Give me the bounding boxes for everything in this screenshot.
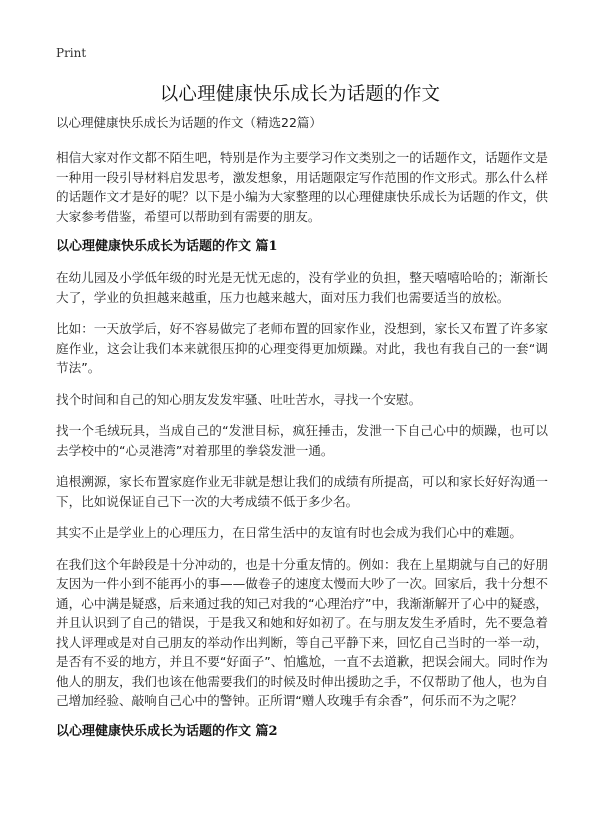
- paragraph: 找一个毛绒玩具，当成自己的“发泄目标，疯狂捶击，发泄一下自己心中的烦躁，也可以去学校中的“心灵港湾”对着那里的拳袋发泄一通。: [56, 423, 548, 458]
- intro-paragraph: 相信大家对作文都不陌生吧，特别是作为主要学习作文类别之一的话题作文，话题作文是一种用一段引导材料启发思考，激发想象，用话题限定写作范围的作文形式。那么什么样的话题作文才是好的呢？以下是小编为大家整理的以心理健康快乐成长为话题的作文，供大家参考借鉴，希望可以帮助到有需要的朋友。: [56, 150, 548, 224]
- paragraph: 其实不止是学业上的心理压力，在日常生活中的友谊有时也会成为我们心中的难题。: [56, 525, 522, 540]
- section-heading-1: 以心理健康快乐成长为话题的作文 篇1: [56, 239, 278, 254]
- print-link[interactable]: Print: [56, 46, 87, 60]
- paragraph: 比如：一天放学后，好不容易做完了老师布置的回家作业，没想到，家长又布置了许多家庭作业，这会让我们本来就很压抑的心理变得更加烦躁。对此，我也有我自己的一套“调节法”。: [56, 321, 548, 375]
- section-heading-2: 以心理健康快乐成长为话题的作文 篇2: [56, 723, 278, 739]
- paragraph: 在幼儿园及小学低年级的时光是无忧无虑的，没有学业的负担，整天嘻嘻哈哈的；渐渐长大了，学业的负担越来越重，压力也越来越大，面对压力我们也需要适当的放松。: [56, 270, 548, 305]
- paragraph: 找个时间和自己的知心朋友发发牢骚、吐吐苦水，寻找一个安慰。: [56, 391, 422, 407]
- paragraph: 追根溯源，家长布置家庭作业无非就是想让我们的成绩有所提高，可以和家长好好沟通一下，比如说保证自己下一次的大考成绩不低于多少名。: [56, 474, 548, 509]
- page-title: 以心理健康快乐成长为话题的作文: [159, 84, 441, 105]
- paragraph: 在我们这个年龄段是十分冲动的，也是十分重友情的。例如：我在上星期就与自己的好朋友因为一件小到不能再小的事——做卷子的速度太慢而大吵了一次。回家后，我十分想不通，心中满是疑惑，后来通过我的知己对我的“心理治疗”中，我渐渐解开了心中的疑惑，并且认识到了自己的错误，于是我又和她和好如初了。在与朋友发生矛盾时，先不要急着找人评理或是对自己朋友的举动作出判断，等自己平静下来，回忆自己当时的一举一动，是否有不妥的地方，并且不要“好面子”、怕尴尬，一直不去道歉，把误会闹大。同时作为他人的朋友，我们也该在他需要我们的时候及时伸出援助之手，不仅帮助了他人，也为自己增加经验、敲响自己心中的警钟。正所谓“赠人玫瑰手有余香”，何乐而不为之呢？: [56, 556, 548, 708]
- article-subtitle: 以心理健康快乐成长为话题的作文（精选22篇）: [56, 115, 322, 130]
- article-body: [56, 114, 548, 753]
